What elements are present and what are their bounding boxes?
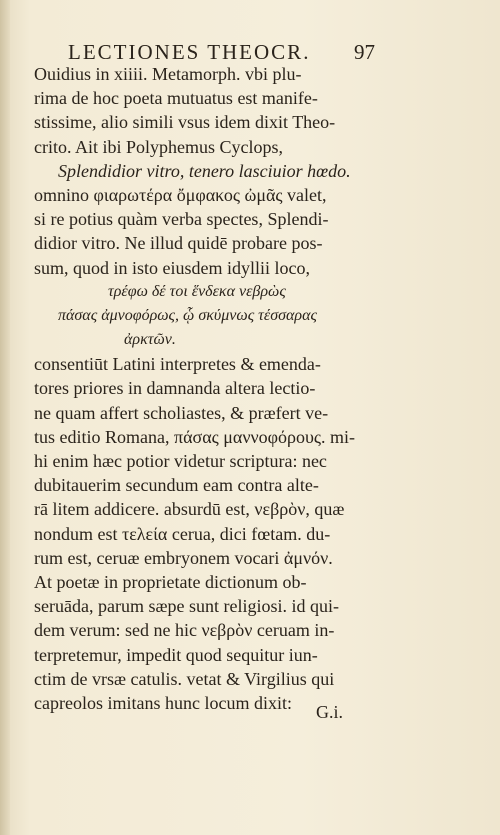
greek-verse-line: ἀρκτῶν. [124,331,176,349]
text-line: Ouidius in xiiii. Metamorph. vbi plu- [34,64,302,84]
greek-verse-line: τρέφω δέ τοι ἕνδεκα νεβρὼς [108,282,286,300]
text-line: rima de hoc poeta mutuatus est manife- [34,88,318,109]
text-line: At poetæ in proprietate dictionum ob- [34,571,307,592]
text-body [34,62,414,715]
gathering-signature: G.i. [316,702,343,722]
text-line: crito. Ait ibi Polyphemus Cyclops, [34,136,284,157]
greek-verse-line: πάσας ἀμνοφόρως, ᾧ σκύμνως τέσσαρας [58,306,317,324]
page-number: 97 [354,40,375,64]
text-line: tores priores in damnanda altera lectio- [34,378,316,399]
text-line: stissime, alio simili vsus idem dixit Theo- [34,112,336,133]
text-line: si re potius quàm verba spectes, Splendi- [34,209,329,230]
quoted-verse-line: Splendidior vitro, tenero lasciuior hœdo. [58,160,351,181]
text-line: tus editio Romana, πάσας μαννοφόρους. mi- [34,426,356,447]
text-line: ne quam affert scholiastes, & præfert ve- [34,402,329,423]
text-line: terpretemur, impedit quod sequitur iun- [34,644,318,665]
text-line: rum est, ceruæ embryonem vocari ἀμνόν. [34,547,333,568]
running-head: LECTIONES THEOCR. [68,40,311,64]
text-line: rā litem addicere. absurdū est, νεβρὸν, quæ [34,499,345,520]
text-line: hi enim hæc potior videtur scriptura: nec [34,451,327,471]
page-gutter-shadow [0,0,10,835]
text-line: seruāda, parum sæpe sunt religiosi. id qui- [34,596,339,617]
text-line: consentiūt Latini interpretes & emenda- [34,354,321,375]
text-line: ctim de vrsæ catulis. vetat & Virgilius qui [34,668,335,689]
text-line: dubitauerim secundum eam contra alte- [34,475,319,496]
text-line: nondum est τελεία cerua, dici fœtam. du- [34,523,331,544]
text-line: omnino φιαρωτέρα ὄμφακος ὠμᾶς valet, [34,184,327,205]
text-line: sum, quod in isto eiusdem idyllii loco, [34,257,310,278]
text-line: dem verum: sed ne hic νεβρὸν ceruam in- [34,620,335,641]
text-line: capreolos imitans hunc locum dixit: [34,692,292,713]
text-line: didior vitro. Ne illud quidē probare pos- [34,233,323,254]
